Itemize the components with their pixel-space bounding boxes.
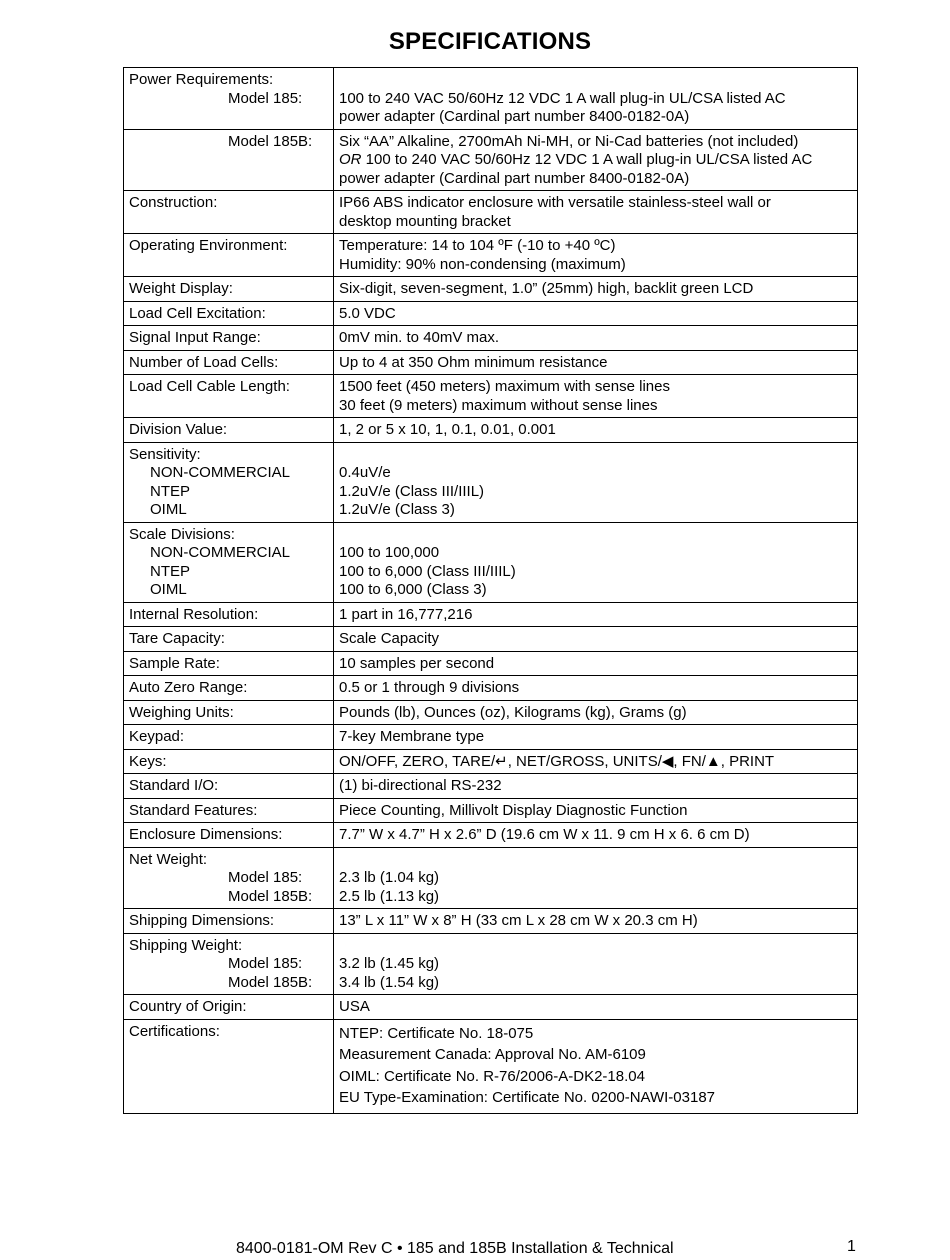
row-label xyxy=(124,522,334,602)
tare-label: Tare Capacity: xyxy=(124,627,334,652)
scale-divisions-sub-label: NON-COMMERCIAL xyxy=(150,544,291,561)
sensitivity-label: Sensitivity: xyxy=(129,445,201,463)
table-row xyxy=(124,602,858,627)
scale-divisions-value: 100 to 6,000 (Class III/IIIL) xyxy=(339,562,516,580)
table-row xyxy=(124,749,858,774)
scale-divisions-label: Scale Divisions: xyxy=(129,525,235,543)
model-185-label: Model 185: xyxy=(228,955,303,972)
tare-value: Scale Capacity xyxy=(334,627,858,652)
or-text: OR xyxy=(339,151,362,168)
environment-label: Operating Environment: xyxy=(124,234,334,277)
row-value xyxy=(334,933,858,995)
sample-rate-value: 10 samples per second xyxy=(334,651,858,676)
table-row xyxy=(124,627,858,652)
cable-label: Load Cell Cable Length: xyxy=(124,375,334,418)
table-row xyxy=(124,277,858,302)
certification-value: OIML: Certificate No. R-76/2006-A-DK2-18.04 xyxy=(339,1067,645,1085)
table-row xyxy=(124,375,858,418)
signal-label: Signal Input Range: xyxy=(124,326,334,351)
keys-value: ON/OFF, ZERO, TARE/↵, NET/GROSS, UNITS/◀, FN/▲, PRINT xyxy=(334,749,858,774)
num-cells-label: Number of Load Cells: xyxy=(124,350,334,375)
table-row xyxy=(124,995,858,1020)
row-value xyxy=(334,375,858,418)
row-label xyxy=(124,68,334,130)
sensitivity-value: 1.2uV/e (Class III/IIIL) xyxy=(339,482,485,500)
net-weight-label: Net Weight: xyxy=(129,850,208,868)
row-label xyxy=(124,129,334,191)
row-value xyxy=(334,234,858,277)
model-185-label: Model 185: xyxy=(228,869,303,886)
scale-divisions-value: 100 to 6,000 (Class 3) xyxy=(339,581,487,598)
table-row xyxy=(124,933,858,995)
power-185-value: 100 to 240 VAC 50/60Hz 12 VDC 1 A wall plug-in UL/CSA listed AC xyxy=(339,89,786,107)
table-row xyxy=(124,234,858,277)
table-row xyxy=(124,68,858,130)
construction-value: desktop mounting bracket xyxy=(339,212,511,230)
model-185b-label: Model 185B: xyxy=(228,973,313,991)
page-number: 1 xyxy=(847,1238,856,1255)
resolution-value: 1 part in 16,777,216 xyxy=(334,602,858,627)
table-row xyxy=(124,418,858,443)
power-requirements-label: Power Requirements: xyxy=(129,71,274,88)
table-row xyxy=(124,301,858,326)
construction-label: Construction: xyxy=(124,191,334,234)
shipping-weight-185-value: 3.2 lb (1.45 kg) xyxy=(339,955,440,972)
row-label xyxy=(124,442,334,522)
table-row xyxy=(124,191,858,234)
keypad-value: 7-key Membrane type xyxy=(334,725,858,750)
specifications-table xyxy=(123,67,858,1114)
scale-divisions-value: 100 to 100,000 xyxy=(339,544,440,561)
division-value: 1, 2 or 5 x 10, 1, 0.1, 0.01, 0.001 xyxy=(334,418,858,443)
signal-value: 0mV min. to 40mV max. xyxy=(334,326,858,351)
origin-label: Country of Origin: xyxy=(124,995,334,1020)
row-value xyxy=(334,68,858,130)
sensitivity-sub-label: NON-COMMERCIAL xyxy=(150,464,291,481)
certifications-label: Certifications: xyxy=(124,1019,334,1113)
io-value: (1) bi-directional RS-232 xyxy=(334,774,858,799)
table-row xyxy=(124,725,858,750)
table-row xyxy=(124,651,858,676)
certification-value: NTEP: Certificate No. 18-075 xyxy=(339,1024,534,1042)
features-value: Piece Counting, Millivolt Display Diagnostic Function xyxy=(334,798,858,823)
power-185b-value-rest: 100 to 240 VAC 50/60Hz 12 VDC 1 A wall plug-in UL/CSA listed AC xyxy=(361,151,813,168)
model-185b-label: Model 185B: xyxy=(228,132,313,150)
keypad-label: Keypad: xyxy=(124,725,334,750)
sample-rate-label: Sample Rate: xyxy=(124,651,334,676)
keys-label: Keys: xyxy=(124,749,334,774)
certification-value: Measurement Canada: Approval No. AM-6109 xyxy=(339,1046,646,1063)
table-row xyxy=(124,1019,858,1113)
division-label: Division Value: xyxy=(124,418,334,443)
temperature-value: Temperature: 14 to 104 ºF (-10 to +40 ºC) xyxy=(339,237,616,254)
page-title: SPECIFICATIONS xyxy=(388,28,592,55)
excitation-label: Load Cell Excitation: xyxy=(124,301,334,326)
scale-divisions-sub-label: OIML xyxy=(150,581,187,598)
sensitivity-sub-label: OIML xyxy=(150,501,187,518)
enclosure-value: 7.7” W x 4.7” H x 2.6” D (19.6 cm W x 11. 9 cm H x 6. 6 cm D) xyxy=(334,823,858,848)
row-value xyxy=(334,129,858,191)
weight-display-label: Weight Display: xyxy=(124,277,334,302)
table-row xyxy=(124,676,858,701)
cable-value: 30 feet (9 meters) maximum without sense lines xyxy=(339,396,658,414)
io-label: Standard I/O: xyxy=(124,774,334,799)
shipping-weight-185b-value: 3.4 lb (1.54 kg) xyxy=(339,973,440,991)
origin-value: USA xyxy=(334,995,858,1020)
row-value xyxy=(334,442,858,522)
table-row xyxy=(124,522,858,602)
table-row xyxy=(124,129,858,191)
cable-value: 1500 feet (450 meters) maximum with sense lines xyxy=(339,378,670,395)
row-value xyxy=(334,191,858,234)
auto-zero-label: Auto Zero Range: xyxy=(124,676,334,701)
features-label: Standard Features: xyxy=(124,798,334,823)
row-value xyxy=(334,1019,858,1113)
power-185b-value: Six “AA” Alkaline, 2700mAh Ni-MH, or Ni-Cad batteries (not included) xyxy=(339,132,799,150)
humidity-value: Humidity: 90% non-condensing (maximum) xyxy=(339,255,626,273)
auto-zero-value: 0.5 or 1 through 9 divisions xyxy=(334,676,858,701)
power-185b-value xyxy=(339,151,852,170)
weight-display-value: Six-digit, seven-segment, 1.0” (25mm) high, backlit green LCD xyxy=(334,277,858,302)
table-row xyxy=(124,442,858,522)
row-label xyxy=(124,933,334,995)
power-185-value: power adapter (Cardinal part number 8400-0182-0A) xyxy=(339,108,690,125)
net-weight-185-value: 2.3 lb (1.04 kg) xyxy=(339,869,440,886)
sensitivity-sub-label: NTEP xyxy=(150,482,191,500)
page-footer: 8400-0181-OM Rev C • 185 and 185B Installation & Technical xyxy=(236,1240,674,1257)
sensitivity-value: 1.2uV/e (Class 3) xyxy=(339,501,455,518)
scale-divisions-sub-label: NTEP xyxy=(150,562,191,580)
row-value xyxy=(334,847,858,909)
resolution-label: Internal Resolution: xyxy=(124,602,334,627)
table-row xyxy=(124,774,858,799)
shipping-dimensions-label: Shipping Dimensions: xyxy=(124,909,334,934)
table-row xyxy=(124,847,858,909)
excitation-value: 5.0 VDC xyxy=(334,301,858,326)
table-row xyxy=(124,909,858,934)
model-185b-label: Model 185B: xyxy=(228,887,313,905)
enclosure-label: Enclosure Dimensions: xyxy=(124,823,334,848)
table-row xyxy=(124,823,858,848)
shipping-weight-label: Shipping Weight: xyxy=(129,936,243,954)
units-value: Pounds (lb), Ounces (oz), Kilograms (kg), Grams (g) xyxy=(334,700,858,725)
sensitivity-value: 0.4uV/e xyxy=(339,464,391,481)
net-weight-185b-value: 2.5 lb (1.13 kg) xyxy=(339,887,440,905)
certification-value: EU Type-Examination: Certificate No. 0200-NAWI-03187 xyxy=(339,1089,716,1106)
shipping-dimensions-value: 13” L x 11” W x 8” H (33 cm L x 28 cm W x 20.3 cm H) xyxy=(334,909,858,934)
table-row xyxy=(124,326,858,351)
table-row xyxy=(124,700,858,725)
row-label xyxy=(124,847,334,909)
units-label: Weighing Units: xyxy=(124,700,334,725)
table-row xyxy=(124,798,858,823)
power-185b-value: power adapter (Cardinal part number 8400-0182-0A) xyxy=(339,169,690,187)
table-row xyxy=(124,350,858,375)
num-cells-value: Up to 4 at 350 Ohm minimum resistance xyxy=(334,350,858,375)
row-value xyxy=(334,522,858,602)
model-185-label: Model 185: xyxy=(228,89,303,107)
construction-value: IP66 ABS indicator enclosure with versatile stainless-steel wall or xyxy=(339,194,771,211)
